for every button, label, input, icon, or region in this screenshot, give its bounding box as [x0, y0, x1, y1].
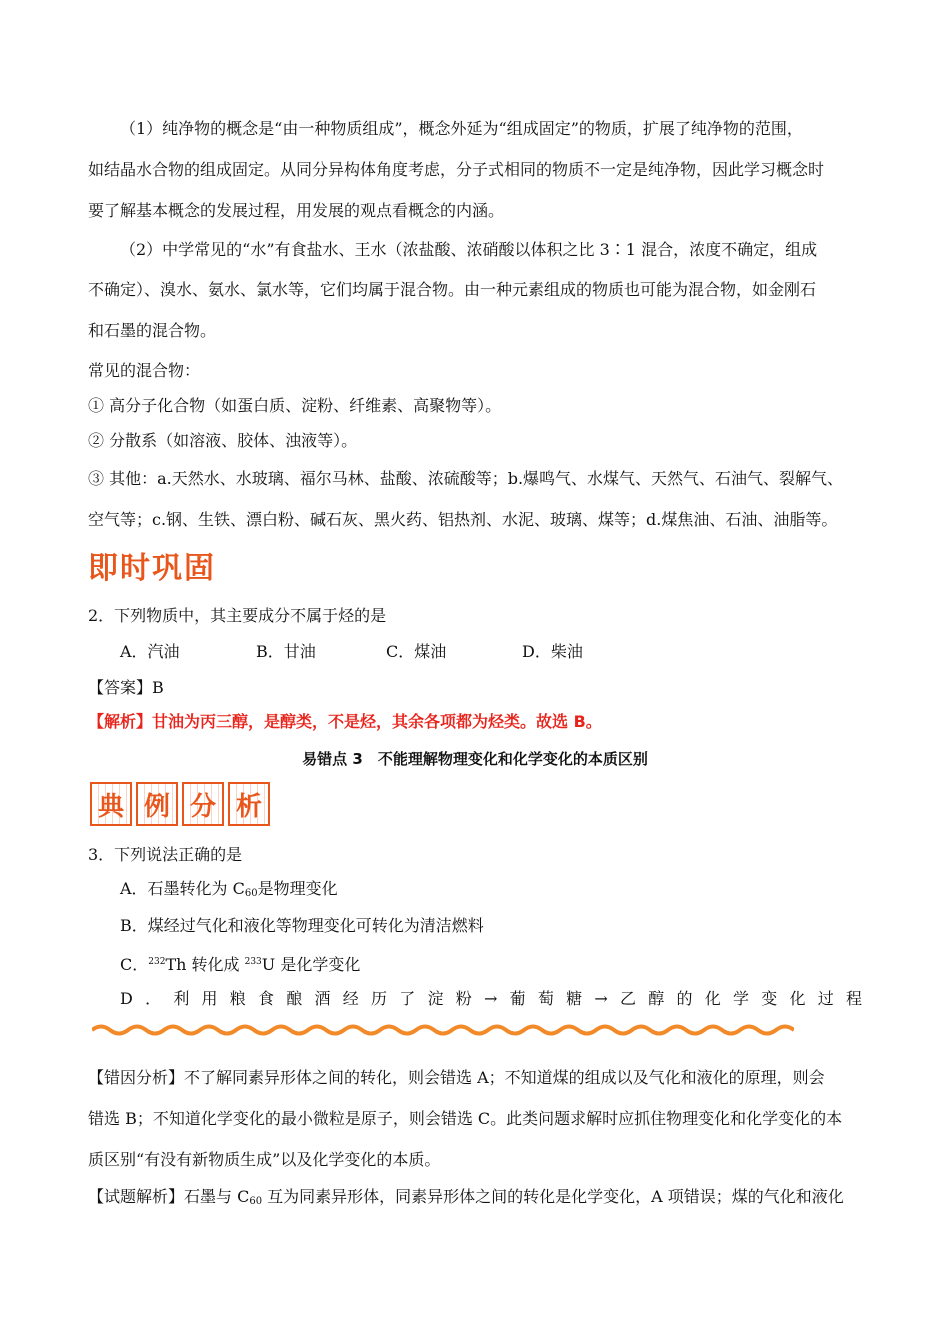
- options-row: [120, 641, 620, 663]
- banner-char: 典: [90, 782, 132, 826]
- option-a: A．石墨转化为 $C_{60}$是物理变化: [120, 879, 338, 899]
- banner-consolidation: [88, 543, 216, 587]
- option-d: D．利用粮食酿酒经历了淀粉→葡萄糖→乙醇的化学变化过程: [120, 989, 862, 1008]
- wavy-divider: [92, 1023, 794, 1037]
- text-line: 要了解基本概念的发展过程，用发展的观点看概念的内涵。: [88, 201, 505, 220]
- text-line: 如结晶水合物的组成固定。从同分异构体角度考虑，分子式相同的物质不一定是纯净物，因此学习概念时: [88, 160, 825, 179]
- banner-char: 例: [136, 782, 178, 826]
- option-c: C．$^{232}$Th 转化成 $^{233}$U 是化学变化: [120, 955, 361, 974]
- banner-example-analysis: [90, 782, 270, 826]
- list-item: ③ 其他：a.天然水、水玻璃、福尔马林、盐酸、浓硫酸等；b.爆鸣气、水煤气、天然气、石油气、裂解气、: [88, 469, 844, 488]
- solution-analysis: 【试题解析】石墨与 $C_{60}$ 互为同素异形体，同素异形体之间的转化是化学变化，A 项错误；煤的气化和液化: [88, 1187, 844, 1207]
- option-d: D．柴油: [522, 642, 583, 661]
- text-line: 错选 B；不知道化学变化的最小微粒是原子，则会错选 C。此类问题求解时应抓住物理变化和化学变化的本: [88, 1109, 843, 1128]
- banner-text: 即时巩固: [88, 551, 216, 586]
- section-title: 易错点 3 不能理解物理变化和化学变化的本质区别: [302, 750, 648, 768]
- banner-char: 析: [228, 782, 270, 826]
- option-a: A．汽油: [120, 642, 180, 661]
- banner-char: 分: [182, 782, 224, 826]
- option-b: B．甘油: [256, 642, 316, 661]
- text-line: （1）纯净物的概念是“由一种物质组成”，概念外延为“组成固定”的物质，扩展了纯净物的范围，: [120, 119, 803, 138]
- answer: 【答案】B: [88, 678, 164, 697]
- mixtures-heading: 常见的混合物：: [88, 361, 201, 380]
- text-line: （2）中学常见的“水”有食盐水、王水（浓盐酸、浓硝酸以体积之比 3∶1 混合，浓度不确定，组成: [120, 240, 818, 259]
- list-item: ② 分散系（如溶液、胶体、浊液等）。: [88, 431, 358, 450]
- text-line: 不确定）、溴水、氨水、氯水等，它们均属于混合物。由一种元素组成的物质也可能为混合物，如金刚石: [88, 280, 817, 299]
- question-stem: 3．下列说法正确的是: [88, 845, 243, 864]
- list-item: 空气等；c.钢、生铁、漂白粉、碱石灰、黑火药、铝热剂、水泥、玻璃、煤等；d.煤焦油、石油、油脂等。: [88, 510, 838, 529]
- option-c: C．煤油: [386, 642, 447, 661]
- text-line: 【错因分析】不了解同素异形体之间的转化，则会错选 A；不知道煤的组成以及气化和液化的原理，则会: [88, 1068, 825, 1087]
- analysis: 【解析】甘油为丙三醇，是醇类，不是烃，其余各项都为烃类。故选 B。: [88, 712, 602, 731]
- text-line: 质区别“有没有新物质生成”以及化学变化的本质。: [88, 1150, 441, 1169]
- question-stem: 2．下列物质中，其主要成分不属于烃的是: [88, 606, 387, 625]
- option-b: B．煤经过气化和液化等物理变化可转化为清洁燃料: [120, 916, 484, 935]
- list-item: ① 高分子化合物（如蛋白质、淀粉、纤维素、高聚物等）。: [88, 396, 502, 415]
- text-line: 和石墨的混合物。: [88, 321, 217, 340]
